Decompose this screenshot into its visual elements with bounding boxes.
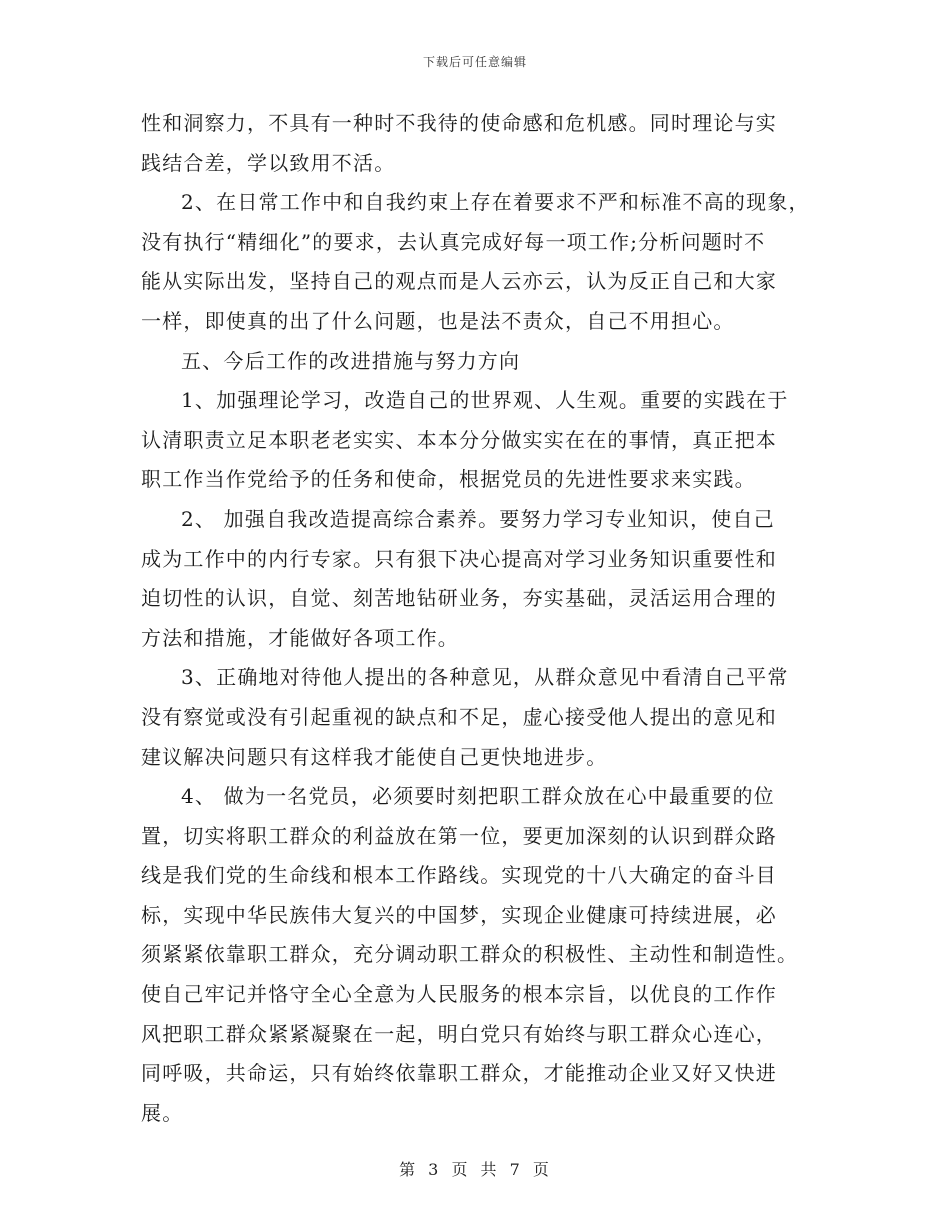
text-line: 能从实际出发，坚持自己的观点而是人云亦云，认为反正自己和大家 [141, 269, 777, 294]
text-line: 方法和措施，才能做好各项工作。 [141, 625, 459, 650]
text-line: 2、在日常工作中和自我约束上存在着要求不严和标准不高的现象， [181, 190, 810, 215]
document-body [141, 104, 821, 1133]
text-line: 没有察觉或没有引起重视的缺点和不足，虚心接受他人提出的意见和 [141, 704, 777, 729]
page-header: 下载后可任意编辑 [422, 55, 527, 69]
text-line: 成为工作中的内行专家。只有狠下决心提高对学习业务知识重要性和 [141, 546, 777, 571]
text-line: 性和洞察力，不具有一种时不我待的使命感和危机感。同时理论与实 [141, 111, 777, 135]
text-line: 使自己牢记并恪守全心全意为人民服务的根本宗旨，以优良的工作作 [141, 982, 777, 1007]
text-line: 建议解决问题只有这样我才能使自己更快地进步。 [141, 744, 608, 769]
page-number-footer: 第 3 页 共 7 页 [399, 1160, 551, 1179]
text-line: 标，实现中华民族伟大复兴的中国梦，实现企业健康可持续进展，必 [141, 902, 777, 927]
text-line: 展。 [141, 1100, 184, 1125]
text-line: 没有执行“精细化”的要求，去认真完成好每一项工作;分析问题时不 [141, 229, 766, 254]
section-heading: 五、今后工作的改进措施与努力方向 [181, 348, 521, 373]
text-line: 3、正确地对待他人提出的各种意见，从群众意见中看清自己平常 [181, 665, 789, 690]
text-line: 践结合差，学以致用不活。 [141, 150, 396, 175]
text-line: 线是我们党的生命线和根本工作路线。实现党的十八大确定的奋斗目 [141, 863, 777, 888]
text-line: 迫切性的认识，自觉、刻苦地钻研业务，夯实基础，灵活运用合理的 [141, 586, 777, 611]
text-line: 2、 加强自我改造提高综合素养。要努力学习专业知识，使自己 [181, 506, 775, 531]
text-line: 职工作当作党给予的任务和使命，根据党员的先进性要求来实践。 [141, 467, 756, 492]
text-line: 同呼吸，共命运，只有始终依靠职工群众，才能推动企业又好又快进 [141, 1061, 777, 1086]
text-line: 一样，即使真的出了什么问题，也是法不责众，自己不用担心。 [141, 308, 735, 333]
text-line: 须紧紧依靠职工群众，充分调动职工群众的积极性、主动性和制造性。 [141, 942, 799, 967]
text-line: 认清职责立足本职老老实实、本本分分做实实在在的事情，真正把本 [141, 427, 777, 452]
text-line: 置，切实将职工群众的利益放在第一位，要更加深刻的认识到群众路 [141, 823, 777, 848]
text-line: 4、 做为一名党员，必须要时刻把职工群众放在心中最重要的位 [181, 784, 775, 809]
text-line: 1、加强理论学习，改造自己的世界观、人生观。重要的实践在于 [181, 388, 789, 413]
text-line: 风把职工群众紧紧凝聚在一起，明白党只有始终与职工群众心连心， [141, 1021, 777, 1046]
